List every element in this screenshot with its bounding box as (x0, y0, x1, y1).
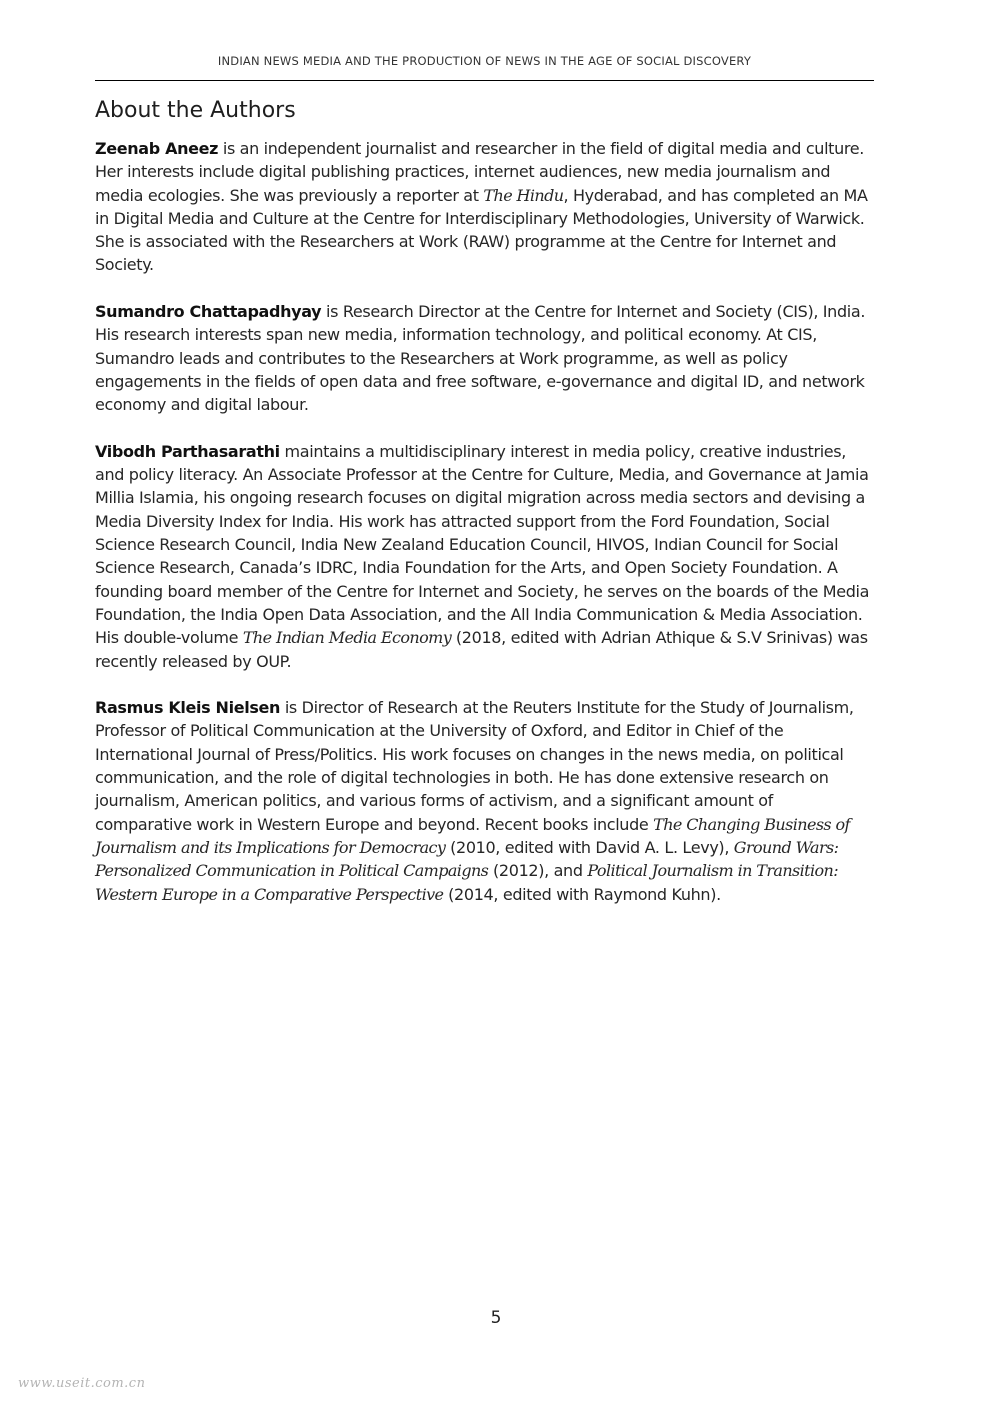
bio-text: is Director of Research at the Reuters Institute for the Study of Journalism, Professor of Political Communication at the University of Oxford, and Editor in Chief of the International Journal of Press/Politics. His work focuses on changes in the news media, on political communication, and the role of digital technologies in both. He has done extensive research on journalism, American politics, and various forms of activism, and a significant amount of comparative work in Western Europe and beyond. Recent books include (95, 698, 854, 834)
page-number: 5 (490, 1308, 502, 1328)
page-title: About the Authors (95, 98, 296, 123)
publication-title: Ground Wars: Personalized Communication in Political Campaigns (95, 837, 839, 881)
bio-text: , Hyderabad, and has completed an MA in Digital Media and Culture at the Centre for Interdisciplinary Methodologies, University of Warwick. She is associated with the Researchers at Work (RAW) programme at the Centre for Internet and Society. (95, 185, 868, 275)
page-content (95, 96, 874, 929)
publication-title: The Indian Media Economy (242, 628, 452, 648)
header-divider (95, 80, 874, 81)
author-bio-sumandro-chattapadhyay (95, 300, 874, 416)
bio-text: maintains a multidisciplinary interest in media policy, creative industries, and policy literacy. An Associate Professor at the Centre for Culture, Media, and Governance at Jamia Millia Islamia, his ongoing research focuses on digital migration across media sectors and devising a Media Diversity Index for India. His work has attracted support from the Ford Foundation, Social Science Research Council, India New Zealand Education Council, HIVOS, Indian Council for Social Science Research, Canada’s IDRC, India Foundation for the Arts, and Open Society Foundation. A founding board member of the Centre for Internet and Society, he serves on the boards of the Media Foundation, the India Open Data Association, and the All India Communication & Media Association. His double-volume (95, 441, 870, 648)
publication-title: The Changing Business of Journalism and its Implications for Democracy (95, 814, 850, 857)
bio-text: (2014, edited with Raymond Kuhn). (443, 884, 721, 904)
author-name: Zeenab Aneez (95, 139, 219, 158)
author-bio-zeenab-aneez (95, 137, 874, 277)
bio-text: (2018, edited with Adrian Athique & S.V Srinivas) was recently released by OUP. (95, 628, 868, 671)
author-name: Sumandro Chattapadhyay (95, 302, 322, 322)
bio-text: is an independent journalist and researcher in the field of digital media and culture. Her interests include digital publishing practices, internet audiences, new media journalism and media ecologies. She was previously a reporter at (95, 139, 864, 205)
author-name: Rasmus Kleis Nielsen (95, 698, 281, 718)
bio-text: is Research Director at the Centre for Internet and Society (CIS), India. His research interests span new media, information technology, and political economy. At CIS, Sumandro leads and contributes to the Researchers at Work programme, as well as policy engagements in the fields of open data and free software, e-governance and digital ID, and network economy and digital labour. (95, 302, 866, 415)
running-header: INDIAN NEWS MEDIA AND THE PRODUCTION OF NEWS IN THE AGE OF SOCIAL DISCOVERY (217, 54, 752, 68)
watermark: www.useit.com.cn (18, 1376, 146, 1391)
author-bio-rasmus-kleis-nielsen (95, 696, 874, 906)
bio-text: (2010, edited with David A. L. Levy), (445, 837, 734, 857)
author-bio-vibodh-parthasarathi (95, 440, 874, 673)
publication-title: The Hindu (483, 185, 564, 205)
bio-text: (2012), and (488, 861, 588, 881)
author-name: Vibodh Parthasarathi (95, 441, 280, 461)
publication-title: Political Journalism in Transition: Western Europe in a Comparative Perspective (95, 861, 839, 904)
